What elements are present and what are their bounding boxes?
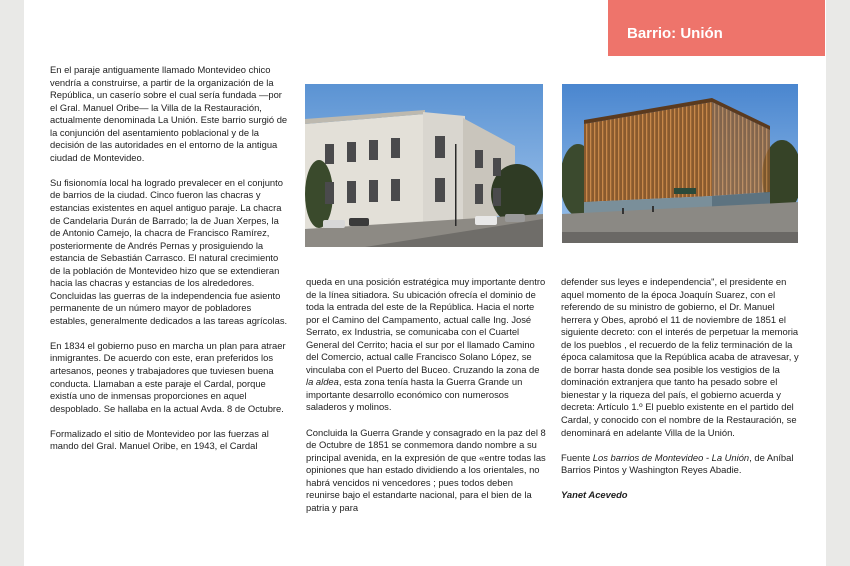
paragraph: En 1834 el gobierno puso en marcha un plan para atraer inmigrantes. De acuerdo con este, eran preferidos los artesanos, peones y trabajadores que tuviesen buena conducta. Llamaban a este paraje el Cardal, porque existía uno de inmensas proporciones en aquel despoblado. Se hallaba en la actual Avda. 8 de Octubre.	[50, 339, 286, 414]
source-prefix: Fuente	[561, 451, 593, 463]
text-column-1	[50, 64, 288, 465]
text-column-2	[306, 276, 546, 527]
photo-colonial-building	[305, 84, 543, 247]
italic-term: la aldea	[306, 376, 339, 388]
paragraph: Su fisionomía local ha logrado prevalecer en el conjunto de barrios de la ciudad. Cinco fueron las chacras y estancias existentes en aquel antiguo paraje. La chacra de Candelaria Durán de Barrado; la de Juan Xerpes, la de Antonio Camejo, la chacra de Francisco Ramírez, posteriormente de Andrés Pernas y prosiguiendo la estancia de Sebastián Carrasco. El natural crecimiento de la población de Montevideo hizo que se extendieran hacia las chacras y estancias de los alrededores. Concluidas las guerras de la independencia fue asiento permanente de un número mayor de pobladores estables, generalmente dedicados a las tareas agrícolas.	[50, 176, 288, 326]
paragraph-text: queda en una posición estratégica muy importante dentro de la línea sitiadora. Su ubicación ofrecía el dominio de toda la entrada del este de la República. Hacia el norte por el Camino del Campamento, actual calle Ing. José Serrato, ex Industria, se comunicaba con el Cuartel General del Cerrito; hacia el sur por el llamado Camino del Comercio, actual calle Francisco Solano López, se vinculaba con el Puerto del Buceo. Cruzando la zona de	[306, 276, 546, 375]
photo-modern-building	[562, 84, 798, 243]
source-title: Los barrios de Montevideo - La Unión	[592, 451, 750, 463]
banner-title: Barrio: Unión	[627, 25, 723, 42]
source-authors: , de Aníbal Barrios Pintos y Washington Reyes Abadie.	[561, 451, 794, 476]
source-citation	[561, 452, 804, 477]
paragraph	[306, 276, 546, 414]
paragraph: defender sus leyes e independencia", el presidente en aquel momento de la época Joaquín Suarez, con el referendo de su ministro de gobierno, el Dr. Manuel herrera y Obes, aprobó el 11 de noviembre de 1851 el siguiente decreto: con el interés de perpetuar la memoria de los pueblos , el recuerdo de la feliz terminación de la época calamitosa que la República acaba de atravesar, y de borrar hasta donde sea posible los vestigios de la dominación extranjera que tanto ha pesado sobre el bienestar y la riqueza del país, el gobierno acuerda y decreta: Artículo 1.º El pueblo existente en el partido del Cardal, y conocido con el nombre de la Restauración, se denominará en adelante Villa de la Unión.	[561, 276, 799, 438]
paragraph: Concluida la Guerra Grande y consagrado en la paz del 8 de Octubre de 1851 se conmemora dando nombre a su principal avenida, en la expresión de que «entre todas las opiniones que han estado dividiendo a los orientales, no habrá vencidos ni vencedores ; pues todos deben reunirse bajo el estandarte nacional, para el bien de la patria y para	[306, 426, 546, 513]
paragraph: En el paraje antiguamente llamado Montevideo chico vendría a construirse, a partir de la organización de la República, un caserío sobre el cual sería fundada —por el Gral. Manuel Oribe— la Villa de la Restauración, actualmente denominada La Unión. Este barrio surgió de la conjunción del asentamiento poblacional y de la decisión de las autoridades en el entorno de la antigua ciudad de Montevideo.	[50, 64, 288, 163]
paragraph-text: , esta zona tenía hasta la Guerra Grande un importante desarrollo económico con numerosos saladeros y molinos.	[306, 376, 523, 413]
paragraph: Formalizado el sitio de Montevideo por las fuerzas al mando del Gral. Manuel Oribe, en 1943, el Cardal	[50, 427, 269, 452]
text-column-3	[561, 276, 804, 514]
section-banner	[608, 0, 825, 56]
article-author: Yanet Acevedo	[561, 489, 628, 501]
